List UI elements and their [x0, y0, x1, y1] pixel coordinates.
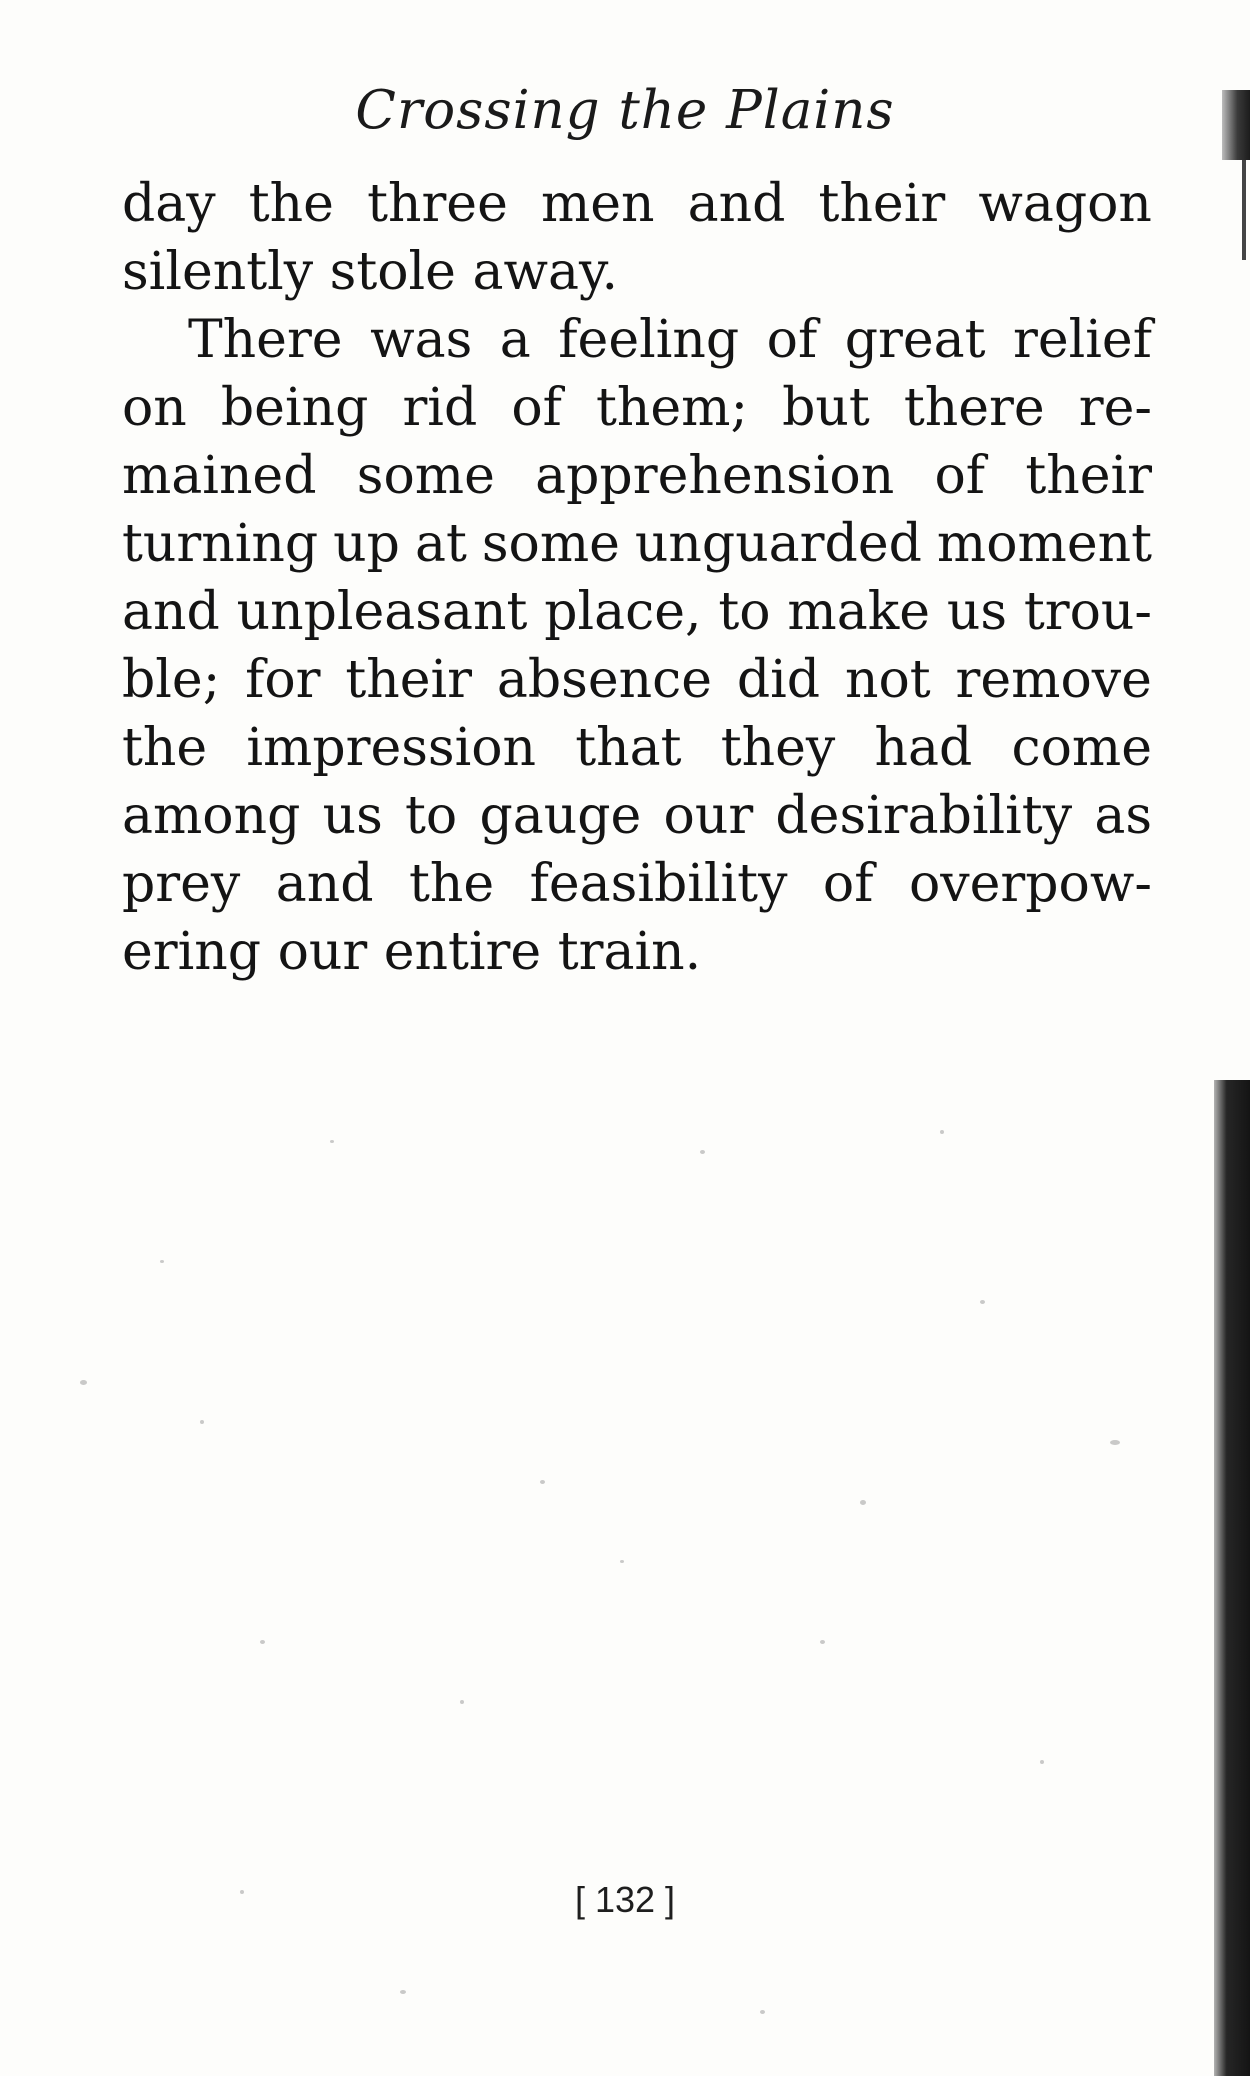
word: of	[822, 854, 874, 914]
word: as	[1094, 786, 1152, 846]
word: day	[122, 174, 216, 234]
word: prey	[122, 854, 241, 914]
word: ble;	[122, 650, 221, 710]
word: and	[275, 854, 374, 914]
word: overpow-	[908, 854, 1152, 914]
word: and	[687, 174, 786, 234]
word: they	[720, 718, 836, 778]
body-text	[122, 170, 1152, 986]
text-line	[122, 510, 1152, 578]
word: of	[934, 446, 986, 506]
word: unpleasant	[236, 582, 528, 642]
word: them;	[595, 378, 748, 438]
word: of	[766, 310, 818, 370]
word: the	[248, 174, 334, 234]
word: at	[414, 514, 467, 574]
word: the	[409, 854, 495, 914]
word: but	[782, 378, 870, 438]
text-line	[122, 850, 1152, 918]
word: impression	[246, 718, 537, 778]
word: trou-	[1023, 582, 1152, 642]
word: some	[481, 514, 620, 574]
word: relief	[1013, 310, 1152, 370]
word: mained	[122, 446, 317, 506]
word: us	[946, 582, 1008, 642]
word: rid	[402, 378, 478, 438]
text-line	[122, 306, 1152, 374]
word: some	[356, 446, 495, 506]
word: was	[370, 310, 473, 370]
word: remove	[955, 650, 1152, 710]
running-title: Crossing the Plains	[355, 80, 895, 141]
word: us	[322, 786, 383, 846]
word: wagon	[978, 174, 1152, 234]
text-line	[122, 170, 1152, 238]
word: and	[122, 582, 220, 642]
text-line	[122, 714, 1152, 782]
word: to	[718, 582, 771, 642]
word: being	[220, 378, 369, 438]
page-number: [ 132 ]	[574, 1879, 676, 1920]
word: men	[540, 174, 655, 234]
word: among	[122, 786, 301, 846]
page-edge-shadow	[1214, 1080, 1250, 2076]
word: up	[333, 514, 400, 574]
word: a	[499, 310, 531, 370]
word: of	[511, 378, 562, 438]
text-line: silently stole away.	[122, 242, 618, 302]
word: turning	[122, 514, 319, 574]
word: there	[903, 378, 1045, 438]
word: their	[1025, 446, 1152, 506]
word: their	[345, 650, 473, 710]
word: unguarded	[634, 514, 922, 574]
word: desirability	[775, 786, 1073, 846]
word: three	[367, 174, 508, 234]
word: our	[663, 786, 754, 846]
word: apprehension	[535, 446, 895, 506]
word: great	[844, 310, 986, 370]
word: did	[736, 650, 821, 710]
text-line	[122, 782, 1152, 850]
word: the	[122, 718, 208, 778]
word: to	[405, 786, 458, 846]
word: There	[188, 310, 343, 370]
word: that	[575, 718, 682, 778]
text-line	[122, 442, 1152, 510]
text-line	[122, 646, 1152, 714]
text-line	[122, 374, 1152, 442]
page-edge-line	[1242, 160, 1246, 260]
text-line	[122, 578, 1152, 646]
word: come	[1011, 718, 1152, 778]
word: for	[245, 650, 321, 710]
word: absence	[496, 650, 713, 710]
word: had	[874, 718, 973, 778]
word: feasibility	[529, 854, 788, 914]
word: not	[844, 650, 931, 710]
word: their	[818, 174, 946, 234]
text-line: ering our entire train.	[122, 922, 702, 982]
word: re-	[1078, 378, 1152, 438]
word: moment	[936, 514, 1152, 574]
word: make	[787, 582, 930, 642]
word: gauge	[479, 786, 642, 846]
word: place,	[544, 582, 702, 642]
word: on	[122, 378, 187, 438]
word: feeling	[558, 310, 740, 370]
